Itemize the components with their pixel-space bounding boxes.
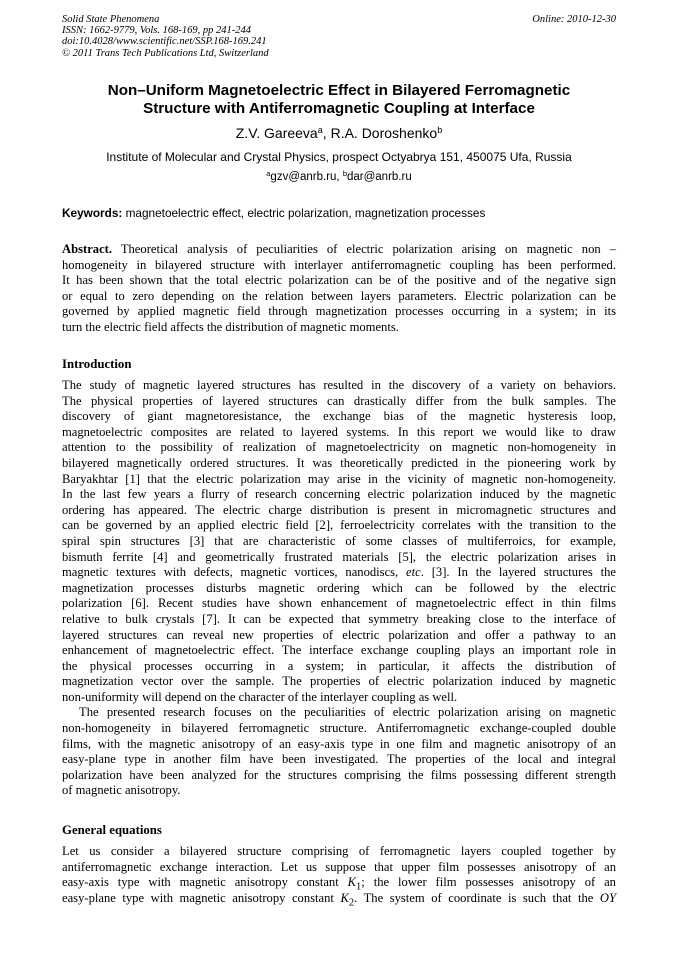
introduction-body (62, 378, 616, 799)
paragraph-line: bismuth ferrite [4] and geometrically frustrated materials [5], the electric polarization arises in (62, 549, 616, 564)
abstract (62, 242, 616, 336)
paragraph-line: The study of magnetic layered structures has resulted in the discovery of a variety on behaviors. (62, 378, 616, 392)
author-1: Z.V. Gareeva (235, 125, 318, 141)
email-b-mark: b (342, 168, 347, 178)
email-a: gzv@anrb.ru, (270, 171, 343, 183)
keywords (62, 206, 616, 221)
author-separator: , (322, 125, 331, 141)
author-2: R.A. Doroshenko (330, 125, 438, 141)
abstract-line: turn the electric field affects the distribution of magnetic moments. (62, 319, 399, 334)
etc-italic: etc (406, 565, 421, 580)
paragraph-line: easy-plane type in another film have been investigated. The properties of the local and integral (62, 752, 616, 767)
paragraph-line: can be governed by an applied electric field [2], ferroelectricity correlates with the transition to the (62, 518, 616, 533)
paragraph-line: discovery of giant magnetoresistance, the exchange bias of the magnetic hysteresis loop, (62, 409, 616, 424)
paragraph-line: ordering has appeared. The electric charge distribution is present in micromagnetic structures and (62, 502, 616, 517)
paragraph-line: bilayered magnetically ordered structures. It was theoretically predicted in the pioneering work by (62, 455, 616, 470)
abstract-line: governed by applied magnetic field through magnetization processes occurring in a system; in its (62, 304, 616, 319)
paragraph-line: relative to bulk crystals [7]. It can be expected that symmetry breaking close to the interface of (62, 611, 616, 626)
section-heading-introduction: Introduction (62, 357, 132, 371)
paragraph-line: non-uniformity will depend on the character of the interlayer coupling as well. (62, 689, 458, 704)
paragraph-line: magnetization processes disturbs magnetic ordering which can be followed by the electric (62, 580, 616, 595)
journal-header (62, 14, 616, 59)
paragraph-line: In the last few years a flurry of research concerning electric polarization induced by the magnetic (62, 487, 616, 502)
abstract-line: Abstract. Theoretical analysis of peculiarities of electric polarization arising on magnetic non – (62, 242, 616, 256)
keywords-text: magnetoelectric effect, electric polarization, magnetization processes (122, 206, 486, 220)
paragraph-line: polarization have been analyzed for the structures comprising the films possessing different strength (62, 767, 616, 782)
author-list (62, 124, 616, 142)
paragraph-line: non-homogeneity in bilayered ferromagnetic structure. Antiferromagnetic exchange-coupled double (62, 721, 616, 736)
paragraph-line: magnetization vector over the sample. The properties of electric polarization induced by magnetic (62, 674, 616, 689)
paragraph-line: spiral spin structures [3] that are characteristic of some classes of multiferroics, for example, (62, 533, 616, 548)
paragraph-line: the physical processes occurring in a system; in particular, it affects the distribution of (62, 658, 616, 673)
paragraph-line: of magnetic anisotropy. (62, 783, 181, 798)
abstract-line: or equal to zero depending on the relation between layers parameters. Electric polarization can be (62, 288, 616, 303)
symbol-k: K (340, 890, 349, 905)
paragraph-line: easy-axis type with magnetic anisotropy constant $K_1$; the lower film possesses anisotropy of an (62, 875, 616, 893)
subscript: 1 (356, 881, 362, 893)
section-heading-general-equations: General equations (62, 823, 162, 837)
subscript: 2 (348, 897, 355, 909)
general-equations-body (62, 844, 616, 909)
paragraph-line: magnetoelectric composites are related to layered systems. In this report we would like to draw (62, 424, 616, 439)
paragraph-line: films, with the magnetic anisotropy of an easy-axis type in one film and magnetic anisotropy of an (62, 736, 616, 751)
title-line-1: Non–Uniform Magnetoelectric Effect in Bilayered Ferromagnetic (107, 82, 571, 99)
email-b: dar@anrb.ru (346, 171, 412, 183)
affiliation: Institute of Molecular and Crystal Physics, prospect Octyabrya 151, 450075 Ufa, Russia (106, 150, 572, 164)
author-emails (62, 170, 616, 185)
paragraph-line: magnetic textures with defects, magnetic vortices, nanodiscs, etc. [3]. In the layered structures the (62, 565, 616, 580)
journal-copyright: © 2011 Trans Tech Publications Ltd, Switzerland (62, 47, 269, 59)
email-a-mark: a (266, 168, 271, 178)
paragraph-line: easy-plane type with magnetic anisotropy constant $K_2$. The system of coordinate is such that the OY (62, 890, 616, 909)
symbol-k: K (347, 875, 357, 890)
paragraph-line: Let us consider a bilayered structure comprising of ferromagnetic layers coupled together by (62, 844, 616, 858)
paragraph-line: attention to the possibility of realization of magnetoelectricity on magnetic non-homogeneity in (62, 440, 616, 455)
paragraph-line: The physical properties of layered structures can drastically differ from the bulk samples. The (62, 393, 616, 408)
paragraph-line: antiferromagnetic exchange interaction. Let us suppose that upper film possesses anisotropy of an (62, 859, 616, 874)
title-line-2: Structure with Antiferromagnetic Coupling at Interface (143, 100, 535, 117)
paragraph-line: Baryakhtar [1] that the electric polarization may arise in the vicinity of magnetic non-homogeneity. (62, 471, 616, 486)
author-1-affil-mark: a (317, 125, 323, 135)
paper-title (62, 82, 616, 118)
paragraph-line: layered structures can reveal new properties of electric polarization and offer a pathway to an (62, 627, 616, 642)
paragraph-line: The presented research focuses on the peculiarities of electric polarization arising on magnetic (79, 705, 616, 720)
journal-name: Solid State Phenomena (62, 14, 160, 25)
abstract-line: homogeneity in bilayered structure with interlayer antiferromagnetic coupling has been performed. (62, 257, 616, 272)
journal-doi: doi:10.4028/www.scientific.net/SSP.168-169.241 (62, 36, 267, 48)
journal-issn: ISSN: 1662-9779, Vols. 168-169, pp 241-244 (62, 25, 251, 37)
paragraph-line: enhancement of magnetoelectric effect. The interface exchange coupling plays an important role in (62, 643, 616, 658)
paragraph-line: polarization [6]. Recent studies have shown enhancement of magnetoelectric effect in thin films (62, 596, 616, 611)
author-2-affil-mark: b (437, 125, 443, 135)
abstract-line: It has been shown that the total electric polarization can be of the positive and of the negative sign (62, 273, 616, 288)
keywords-label: Keywords: (62, 206, 123, 220)
online-date: Online: 2010-12-30 (532, 14, 616, 25)
symbol-oy: OY (599, 890, 616, 905)
abstract-label: Abstract. (62, 242, 113, 256)
